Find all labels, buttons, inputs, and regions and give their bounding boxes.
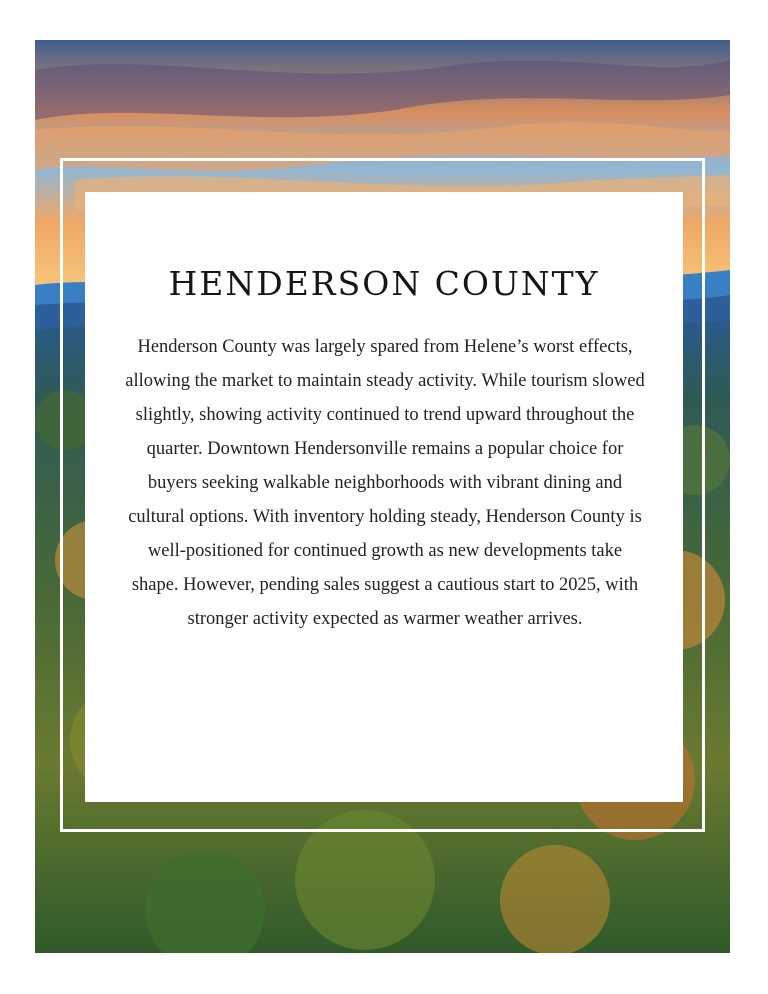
section-title: HENDERSON COUNTY <box>168 264 600 303</box>
text-card <box>85 192 683 802</box>
section-body-text: Henderson County was largely spared from Helene’s worst effects, allowing the market to maintain steady activity. While tourism slowed slightly, showing activity continued to trend upward throughout the quarter. Downtown Hendersonville remains a popular choice for buyers seeking walkable neighborhoods with vibrant dining and cultural options. With inventory holding steady, Henderson County is well-positioned for continued growth as new developments take shape. However, pending sales suggest a cautious start to 2025, with stronger activity expected as warmer weather arrives. <box>125 337 645 630</box>
